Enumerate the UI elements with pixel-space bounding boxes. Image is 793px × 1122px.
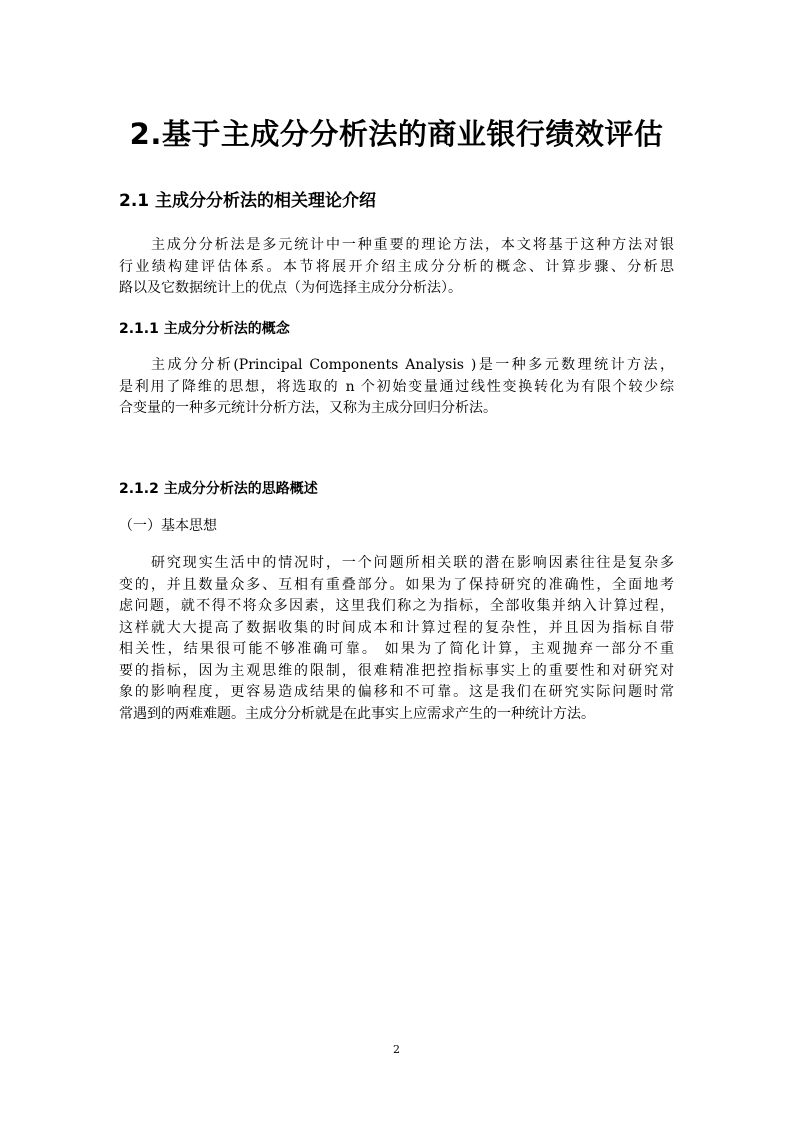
page-number: 2	[393, 1043, 400, 1056]
paragraph-line: 这样就大大提高了数据收集的时间成本和计算过程的复杂性，并且因为指标自带	[119, 619, 674, 636]
paragraph-line: 是利用了降维的思想，将选取的 n 个初始变量通过线性变换转化为有限个较少综	[119, 378, 674, 395]
section-heading-2-1-2: 2.1.2 主成分分析法的思路概述	[119, 481, 318, 497]
paragraph-line: 合变量的一种多元统计分析方法，又称为主成分回归分析法。	[119, 400, 497, 416]
section-2-1-2-paragraph	[119, 553, 674, 725]
section-heading-2-1: 2.1 主成分分析法的相关理论介绍	[119, 191, 377, 211]
section-heading-2-1-1: 2.1.1 主成分分析法的概念	[119, 321, 290, 337]
subheading-basic-idea: （一）基本思想	[119, 518, 217, 534]
paragraph-line: 要的指标，因为主观思维的限制，很难精准把控指标事实上的重要性和对研究对	[119, 662, 674, 679]
paragraph-line: 常遇到的两难难题。主成分分析就是在此事实上应需求产生的一种统计方法。	[119, 705, 595, 722]
chapter-title: 2.基于主成分分析法的商业银行绩效评估	[129, 117, 664, 151]
paragraph-line: 虑问题，就不得不将众多因素，这里我们称之为指标，全部收集并纳入计算过程，	[119, 598, 674, 614]
section-2-1-paragraph	[119, 235, 674, 300]
section-2-1-1-paragraph	[119, 355, 674, 420]
paragraph-line: 路以及它数据统计上的优点（为何选择主成分分析法）。	[119, 280, 462, 296]
paragraph-line: 变的，并且数量众多、互相有重叠部分。如果为了保持研究的准确性，全面地考	[119, 576, 674, 593]
paragraph-line: 相关性，结果很可能不够准确可靠。 如果为了简化计算，主观抛弃一部分不重	[119, 641, 674, 657]
paragraph-line: 研究现实生活中的情况时，一个问题所相关联的潜在影响因素往往是复杂多	[151, 555, 674, 571]
paragraph-line: 主成分分析法是多元统计中一种重要的理论方法，本文将基于这种方法对银	[151, 237, 674, 253]
paragraph-line: 象的影响程度，更容易造成结果的偏移和不可靠。这是我们在研究实际问题时常	[119, 684, 674, 700]
paragraph-line: 主成分分析(Principal Components Analysis )是一种多元数理统计方法，	[151, 357, 674, 373]
paragraph-line: 行业绩构建评估体系。本节将展开介绍主成分分析的概念、计算步骤、分析思	[119, 258, 674, 275]
